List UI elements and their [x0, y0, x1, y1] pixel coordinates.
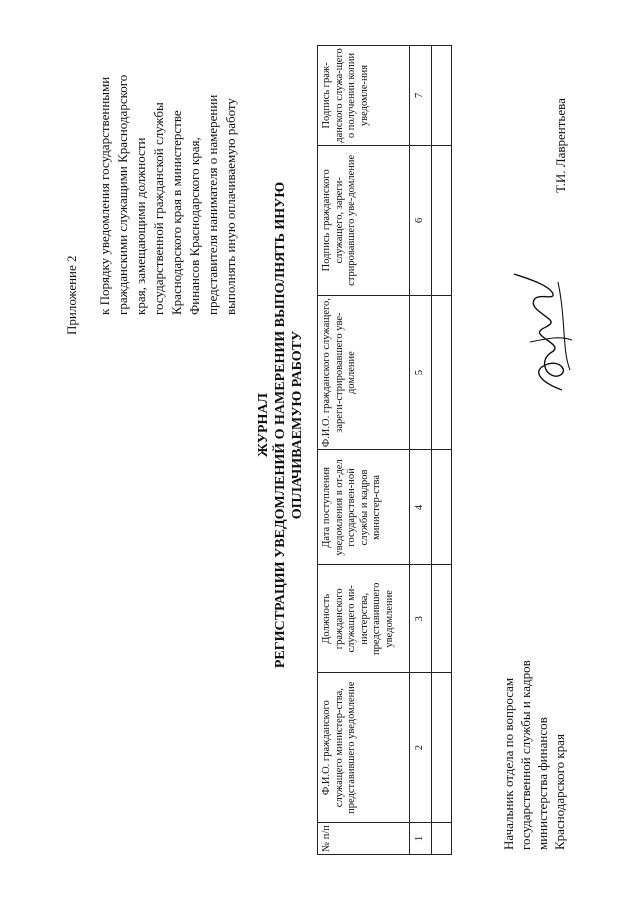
header-cell-registrar-signature: Подпись гражданского служащего, зареги-стрировавшего уве-домление [318, 145, 410, 295]
column-number: 2 [410, 673, 432, 823]
order-reference-line: государственной гражданской службы [151, 102, 166, 315]
header-cell-registrar-name: Ф.И.О. гражданского служащего, зареги-стрировавшего уве-домление [318, 295, 410, 450]
signatory-position-line: государственной службы и кадров [518, 660, 533, 850]
column-number: 5 [410, 295, 432, 450]
order-reference [96, 45, 240, 315]
signatory-position-line: Краснодарского края [552, 734, 567, 850]
empty-cell [432, 145, 452, 295]
column-number: 1 [410, 823, 432, 855]
table-number-row [410, 46, 432, 855]
column-number: 6 [410, 145, 432, 295]
signatory-position [500, 660, 568, 850]
empty-cell [432, 295, 452, 450]
order-reference-line: края, замещающими должности [133, 137, 148, 315]
order-reference-line: к Порядку уведомления государственными [97, 76, 112, 315]
order-reference-line: представителя нанимателя о намерении [205, 94, 220, 315]
signatory-position-line: министерства финансов [535, 717, 550, 850]
header-cell-position: Должность гражданского служащего ми-нистерства, представившего уведомление [318, 565, 410, 673]
handwritten-signature [500, 270, 585, 400]
signatory-name: Т.И. Лаврентьева [553, 98, 568, 193]
table-header-row [318, 46, 410, 855]
appendix-label: Приложение 2 [64, 255, 79, 335]
header-cell-employee-name: Ф.И.О. гражданского служащего министер-ства, представившего уведомление [318, 673, 410, 823]
empty-cell [432, 673, 452, 823]
signatory-position-line: Начальник отдела по вопросам [501, 677, 516, 850]
column-number: 3 [410, 565, 432, 673]
order-reference-line: выполнять иную оплачиваемую работу [223, 98, 238, 315]
column-number: 4 [410, 450, 432, 565]
header-cell-number: № п/п [318, 823, 410, 855]
empty-cell [432, 823, 452, 855]
journal-title-line: ОПЛАЧИВАЕМУЮ РАБОТУ [290, 330, 305, 520]
empty-cell [432, 565, 452, 673]
header-cell-receipt-date: Дата поступления уведомления в от-дел государствен-ной службы и кадров министер-ства [318, 450, 410, 565]
journal-title-line: РЕГИСТРАЦИИ УВЕДОМЛЕНИЙ О НАМЕРЕНИИ ВЫПОЛНЯТЬ ИНУЮ [273, 181, 288, 669]
journal-title [255, 145, 306, 705]
empty-cell [432, 46, 452, 146]
journal-title-line: ЖУРНАЛ [256, 393, 271, 457]
table-empty-row [432, 46, 452, 855]
column-number: 7 [410, 46, 432, 146]
order-reference-line: гражданскими служащими Краснодарского [115, 74, 130, 315]
journal-table [317, 45, 452, 855]
order-reference-line: Краснодарского края в министерстве [169, 110, 184, 315]
header-cell-copy-signature: Подпись граж-данского служа-щего о получении копии уведомле-ния [318, 46, 410, 146]
empty-cell [432, 450, 452, 565]
order-reference-line: Финансов Краснодарского края, [187, 137, 202, 315]
